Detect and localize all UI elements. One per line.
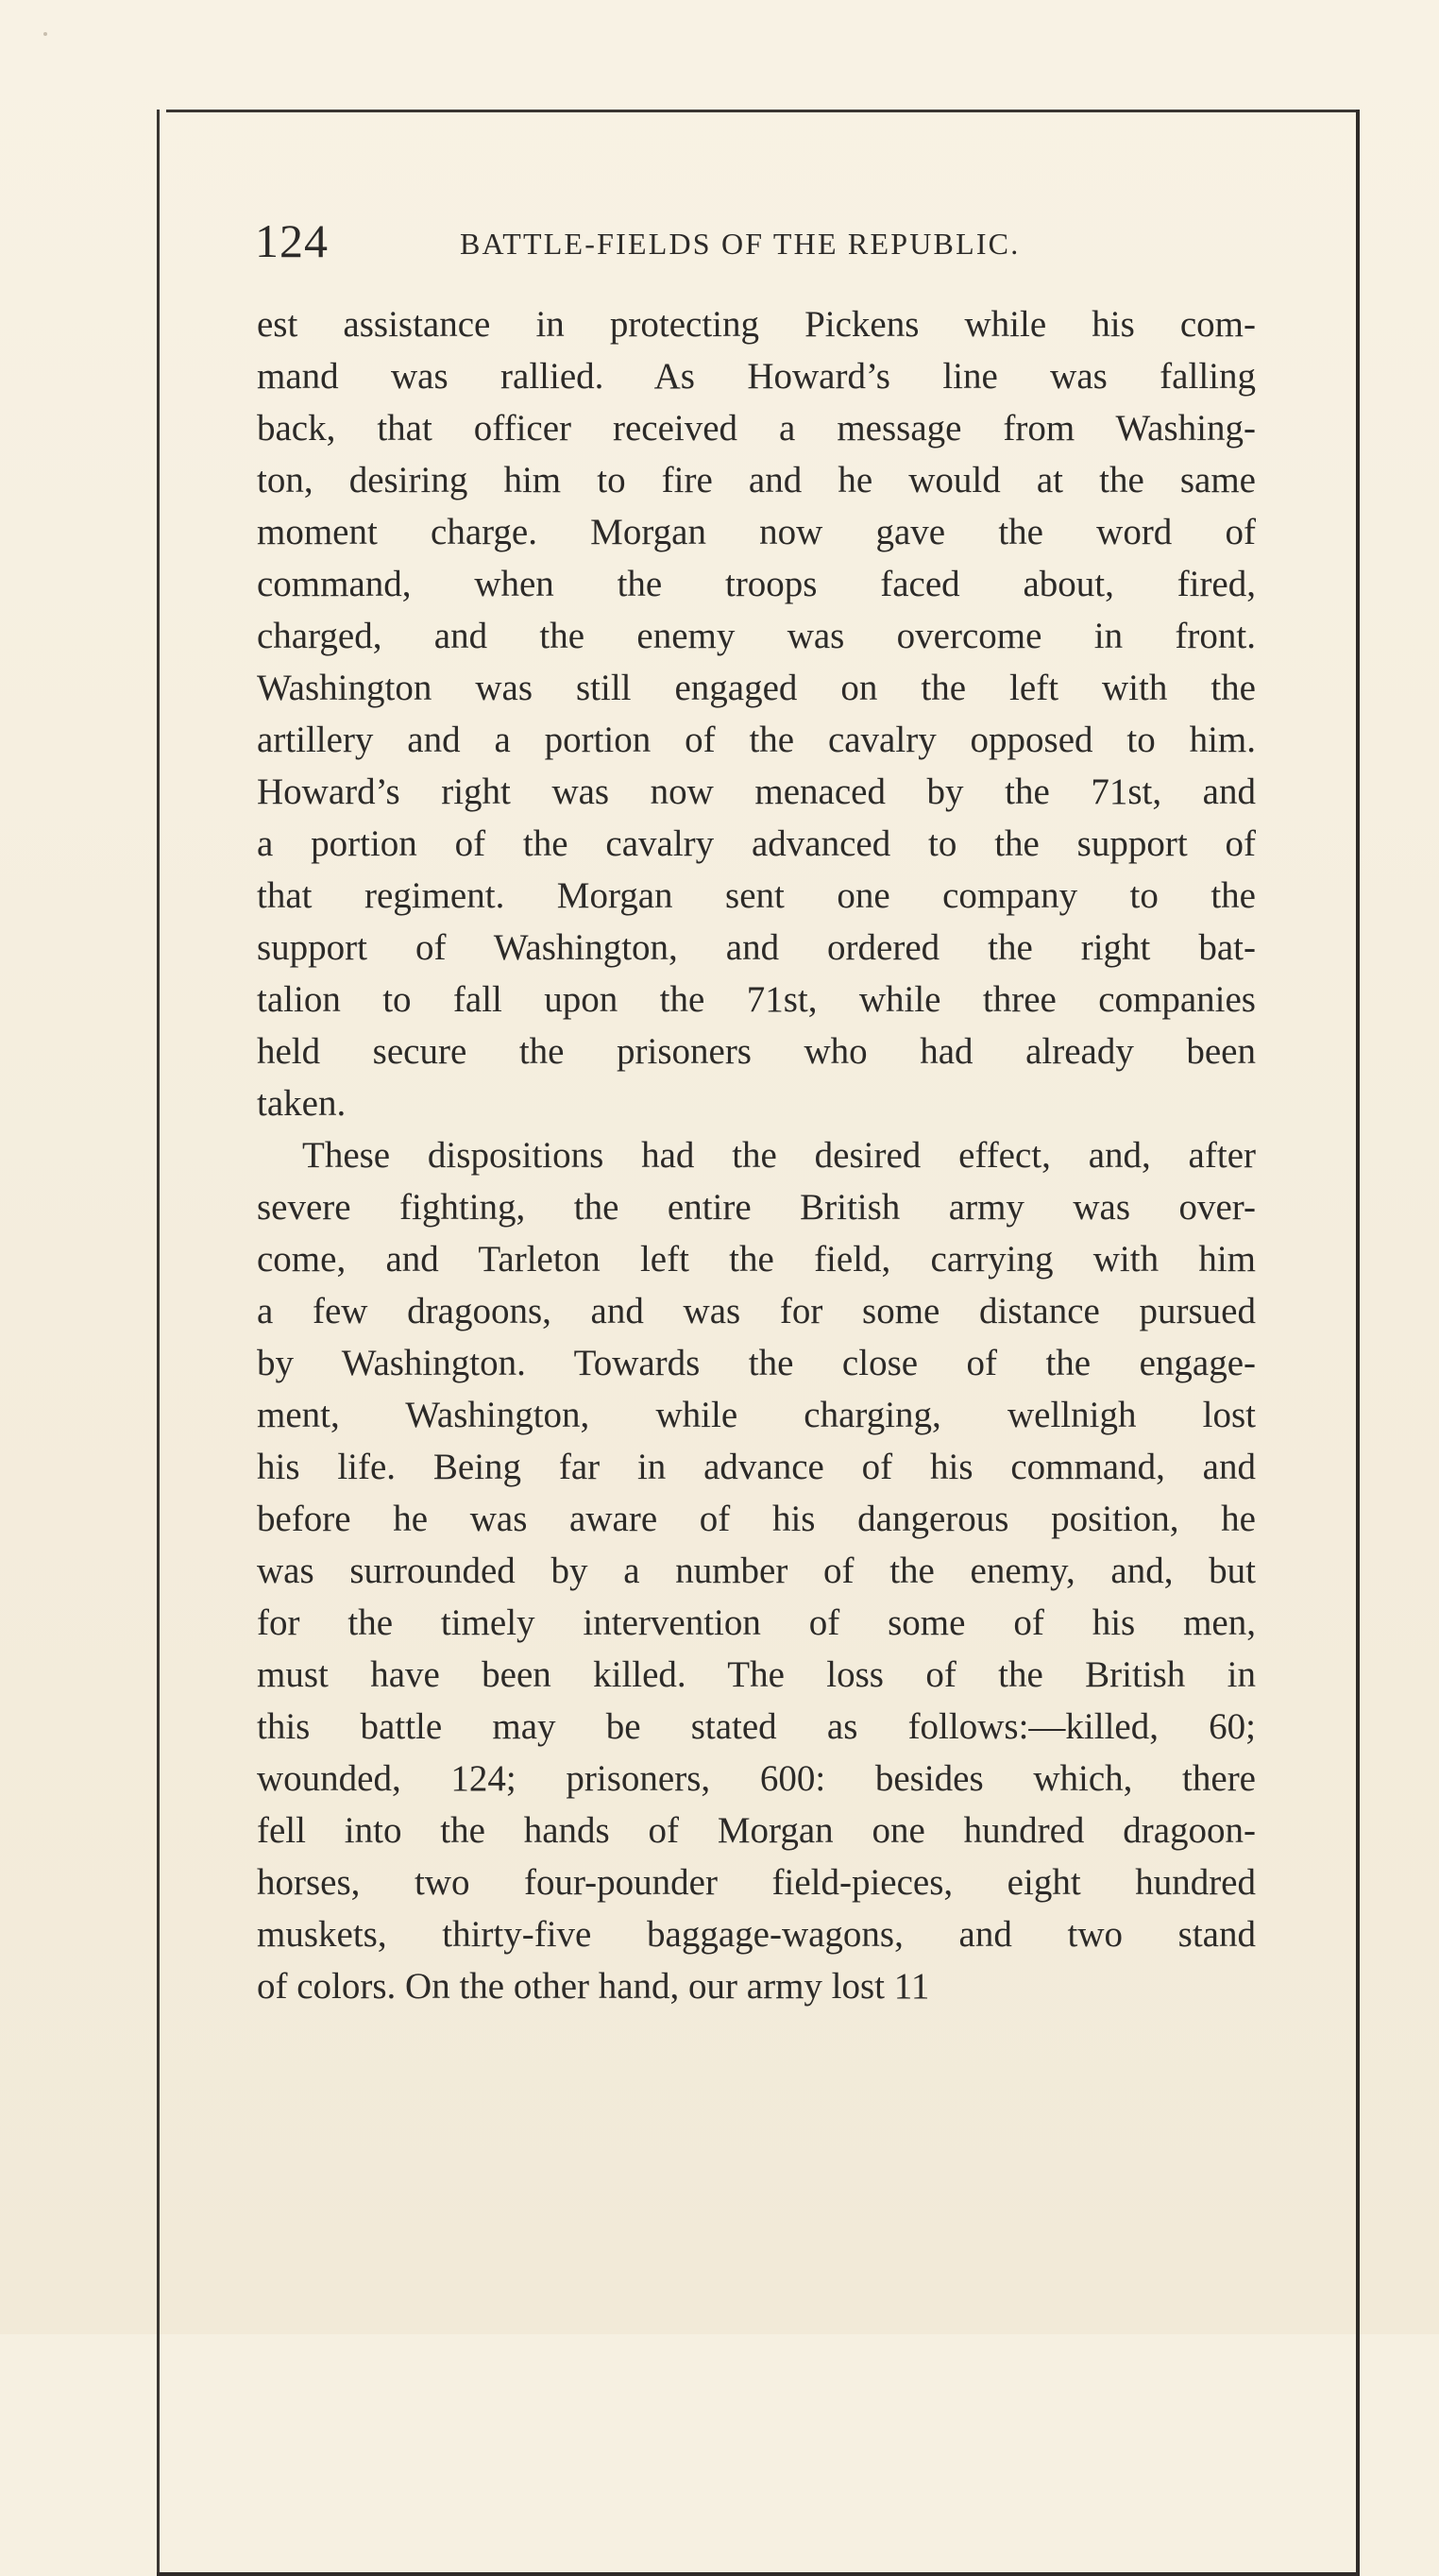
text-line: for the timely intervention of some of his men, [257,1602,1256,1643]
text-line: that regiment. Morgan sent one company to the [257,875,1256,916]
text-line: a few dragoons, and was for some distance pursued [257,1291,1256,1331]
text-line: charged, and the enemy was overcome in front. [257,616,1256,656]
frame-right-rule [1356,110,1360,2574]
text-line: fell into the hands of Morgan one hundred dragoon- [257,1810,1256,1851]
text-line: back, that officer received a message from Washing- [257,408,1256,449]
frame-top-rule [166,110,1358,112]
text-line: taken. [257,1083,347,1124]
text-line: must have been killed. The loss of the British in [257,1654,1256,1695]
text-line: ment, Washington, while charging, wellnigh lost [257,1395,1256,1435]
text-line: Washington was still engaged on the left with the [257,668,1256,708]
text-line: horses, two four-pounder field-pieces, eight hundred [257,1862,1256,1903]
text-line: his life. Being far in advance of his command, and [257,1447,1256,1487]
text-line: artillery and a portion of the cavalry opposed to him. [257,720,1256,760]
text-line: was surrounded by a number of the enemy, and, but [257,1551,1256,1591]
body-text [257,298,1256,2012]
text-line: wounded, 124; prisoners, 600: besides which, there [257,1758,1256,1799]
frame-bottom-rule [157,2572,1360,2576]
text-line: of colors. On the other hand, our army lost 11 [257,1966,930,2007]
text-line: muskets, thirty-five baggage-wagons, and two stand [257,1914,1256,1955]
text-line: severe fighting, the entire British army was over- [257,1187,1256,1228]
text-line: this battle may be stated as follows:—killed, 60; [257,1706,1256,1747]
running-head [255,208,1284,274]
text-line: come, and Tarleton left the field, carrying with him [257,1239,1256,1280]
text-line: Howard’s right was now menaced by the 71st, and [257,771,1256,812]
paragraph [257,1129,1256,2012]
running-title: BATTLE-FIELDS OF THE REPUBLIC. [460,227,1021,261]
paragraph [257,298,1256,1129]
frame-left-rule [157,110,160,2576]
page-number: 124 [255,214,329,267]
text-line: before he was aware of his dangerous position, he [257,1499,1256,1539]
text-line: moment charge. Morgan now gave the word of [257,512,1256,552]
text-line: a portion of the cavalry advanced to the support of [257,823,1256,864]
text-line: est assistance in protecting Pickens while his com- [257,304,1256,345]
text-line: ton, desiring him to fire and he would at the same [257,460,1256,500]
text-line: talion to fall upon the 71st, while three companies [257,979,1256,1020]
text-line: by Washington. Towards the close of the engage- [257,1343,1256,1383]
text-line: held secure the prisoners who had already been [257,1031,1256,1072]
text-line: support of Washington, and ordered the right bat- [257,927,1256,968]
text-line: mand was rallied. As Howard’s line was falling [257,356,1256,397]
text-line: These dispositions had the desired effect, and, after [302,1135,1256,1176]
paper-speck [43,32,47,36]
text-line: command, when the troops faced about, fired, [257,564,1256,604]
